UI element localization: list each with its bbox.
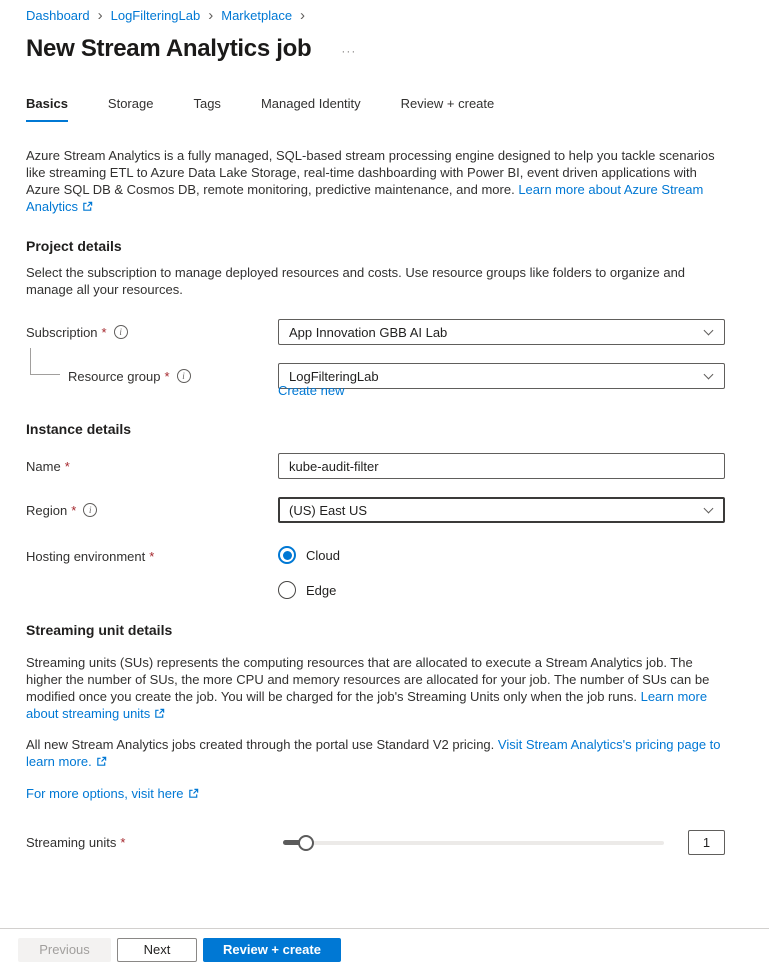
tab-managed-identity[interactable]: Managed Identity xyxy=(260,96,361,111)
project-details-description: Select the subscription to manage deployed resources and costs. Use resource groups like folders to organize and manage all your resources. xyxy=(26,265,686,297)
name-label xyxy=(26,459,278,474)
name-input[interactable] xyxy=(278,453,725,479)
radio-option-cloud[interactable] xyxy=(278,546,725,564)
chevron-down-icon xyxy=(704,325,714,335)
tab-basics[interactable]: Basics xyxy=(26,96,68,122)
region-field-row xyxy=(26,497,725,523)
streaming-units-description xyxy=(26,654,725,722)
breadcrumb-logfilteringlab[interactable]: LogFilteringLab xyxy=(110,8,201,23)
more-options-link[interactable] xyxy=(26,786,199,801)
resource-group-field-row xyxy=(26,363,725,389)
streaming-units-field-row xyxy=(26,830,725,855)
subscription-dropdown[interactable] xyxy=(278,319,725,345)
external-link-icon xyxy=(96,756,107,767)
resource-group-dropdown-value: LogFilteringLab xyxy=(289,368,379,384)
project-details-heading: Project details xyxy=(26,238,122,254)
subscription-label xyxy=(26,325,278,340)
tab-tags[interactable]: Tags xyxy=(193,96,221,111)
more-options-icon[interactable]: ··· xyxy=(341,44,357,58)
subscription-field-row xyxy=(26,319,725,345)
next-button[interactable]: Next xyxy=(117,938,197,962)
radio-edge-label: Edge xyxy=(306,582,337,598)
required-marker: * xyxy=(149,549,155,564)
required-marker: * xyxy=(120,835,126,850)
service-description xyxy=(26,147,725,215)
project-details-form xyxy=(26,319,725,398)
subscription-label-text: Subscription xyxy=(26,324,98,340)
slider-handle[interactable] xyxy=(298,835,314,851)
instance-details-heading: Instance details xyxy=(26,421,132,437)
hosting-environment-label xyxy=(26,541,278,564)
name-control xyxy=(278,453,725,479)
streaming-units-label-text: Streaming units xyxy=(26,835,117,850)
region-dropdown[interactable] xyxy=(278,497,725,523)
previous-button[interactable]: Previous xyxy=(18,938,111,962)
external-link-icon xyxy=(82,201,93,212)
resource-group-dropdown[interactable] xyxy=(278,363,725,389)
radio-selected-icon[interactable] xyxy=(278,546,296,564)
region-dropdown-value: (US) East US xyxy=(289,502,368,518)
breadcrumb-separator-icon xyxy=(300,7,305,24)
radio-unselected-icon[interactable] xyxy=(278,581,296,599)
region-label-text: Region xyxy=(26,502,68,518)
breadcrumb-dashboard[interactable]: Dashboard xyxy=(26,8,90,23)
title-row xyxy=(26,35,725,63)
service-description-text: Azure Stream Analytics is a fully managed, SQL-based stream processing engine designed to help you tackle scenarios like streaming ETL to Azure Data Lake Storage, real-time dashboarding with Power BI, event driven applications with Azure SQL DB & Cosmos DB, remote monitoring, predictive maintenance, and more. xyxy=(26,148,715,197)
resource-group-control xyxy=(278,363,725,389)
hierarchy-connector-line xyxy=(30,348,60,375)
info-icon[interactable] xyxy=(83,503,97,517)
hosting-environment-field-row xyxy=(26,541,725,599)
tab-review-create[interactable]: Review + create xyxy=(400,96,495,111)
required-marker: * xyxy=(101,324,107,340)
streaming-units-value-input[interactable] xyxy=(688,830,725,855)
info-icon[interactable] xyxy=(114,325,128,339)
region-control xyxy=(278,497,725,523)
instance-details-form xyxy=(26,453,725,599)
breadcrumb xyxy=(26,7,725,24)
hosting-environment-label-text: Hosting environment xyxy=(26,549,146,564)
radio-dot xyxy=(283,551,292,560)
create-new-link[interactable]: Create new xyxy=(278,383,345,398)
pricing-page-link-label: Visit Stream Analytics's pricing page to learn more. xyxy=(26,737,721,769)
required-marker: * xyxy=(164,368,170,384)
learn-more-streaming-units-label: Learn more about streaming units xyxy=(26,689,708,721)
name-field-row xyxy=(26,453,725,479)
subscription-control xyxy=(278,319,725,345)
chevron-down-icon xyxy=(704,503,714,513)
tab-bar xyxy=(26,96,725,122)
resource-group-label xyxy=(26,369,278,384)
streaming-units-description-text: Streaming units (SUs) represents the computing resources that are allocated to execute a Stream Analytics job. The higher the number of SUs, the more CPU and memory resources are allocated for your job. The number of SUs can be modified once you create the job. You will be charged for the job's Streaming Units only when the job runs. xyxy=(26,655,710,704)
more-options-link-label: For more options, visit here xyxy=(26,786,184,801)
page-title: New Stream Analytics job xyxy=(26,35,312,62)
review-create-button[interactable]: Review + create xyxy=(203,938,341,962)
breadcrumb-separator-icon xyxy=(98,7,103,24)
subscription-dropdown-value: App Innovation GBB AI Lab xyxy=(289,324,448,340)
resource-group-label-text: Resource group xyxy=(68,368,161,384)
required-marker: * xyxy=(64,458,70,474)
external-link-icon xyxy=(188,788,199,799)
streaming-units-slider[interactable] xyxy=(283,834,664,852)
slider-track[interactable] xyxy=(283,841,664,845)
pricing-note-text: All new Stream Analytics jobs created through the portal use Standard V2 pricing. xyxy=(26,737,495,752)
radio-cloud-label: Cloud xyxy=(306,547,340,563)
hosting-environment-radio-group xyxy=(278,541,725,599)
pricing-note xyxy=(26,736,725,770)
breadcrumb-marketplace[interactable]: Marketplace xyxy=(221,8,293,23)
info-icon[interactable] xyxy=(177,369,191,383)
name-label-text: Name xyxy=(26,458,61,474)
radio-option-edge[interactable] xyxy=(278,581,725,599)
learn-more-stream-analytics-label: Learn more about Azure Stream Analytics xyxy=(26,182,704,214)
breadcrumb-separator-icon xyxy=(208,7,213,24)
streaming-units-control xyxy=(278,830,725,855)
tab-storage[interactable]: Storage xyxy=(107,96,154,111)
wizard-footer xyxy=(0,928,769,968)
required-marker: * xyxy=(71,502,77,518)
region-label xyxy=(26,503,278,518)
chevron-down-icon xyxy=(704,369,714,379)
streaming-unit-details-heading: Streaming unit details xyxy=(26,622,173,638)
more-options-row xyxy=(26,785,725,802)
external-link-icon xyxy=(154,708,165,719)
streaming-units-label xyxy=(26,835,278,850)
